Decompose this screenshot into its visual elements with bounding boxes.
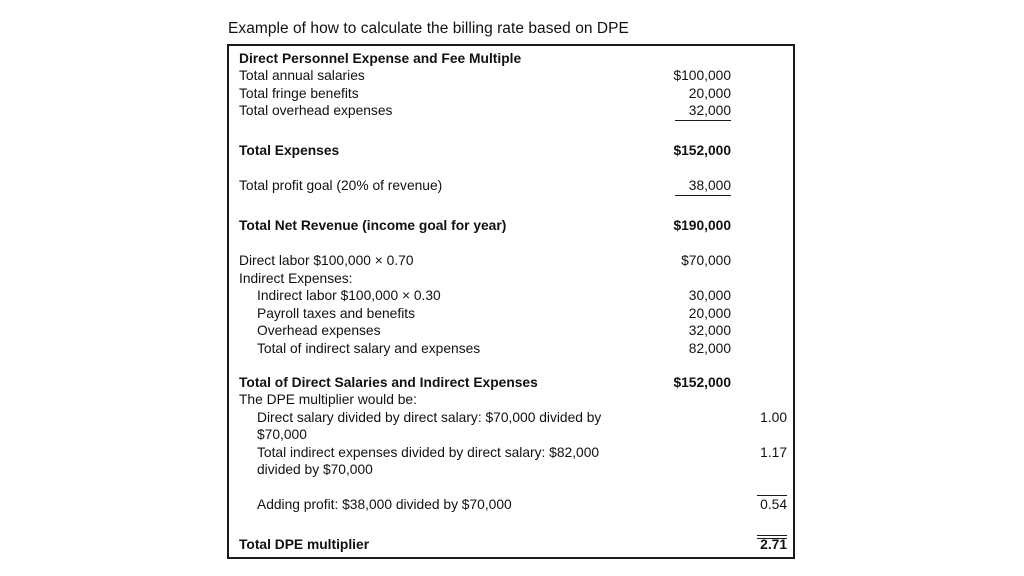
overhead-expenses-amount: 32,000 [688, 323, 731, 338]
total-dpe-overline-top [757, 535, 787, 536]
indirect-labor-label: Indirect labor $100,000 × 0.30 [257, 288, 441, 303]
figure-title: Example of how to calculate the billing rate based on DPE [228, 20, 629, 37]
total-dpe-value: 2.71 [760, 536, 787, 552]
indirect-heading: Indirect Expenses: [239, 270, 353, 286]
direct-labor-label: Direct labor $100,000 × 0.70 [239, 253, 414, 268]
dpe-item-indirect-value: 1.17 [760, 444, 787, 460]
dpe-intro: The DPE multiplier would be: [239, 392, 417, 407]
total-direct-indirect-amount: $152,000 [673, 374, 731, 390]
dpe-item-profit-label: Adding profit: $38,000 divided by $70,000 [257, 496, 512, 512]
indirect-total-amount: 82,000 [688, 340, 731, 356]
payroll-amount: 20,000 [688, 305, 731, 321]
overhead-amount: 32,000 [675, 102, 731, 121]
dpe-calculation-table [227, 44, 795, 559]
dpe-item-profit-value: 0.54 [760, 496, 787, 512]
indirect-labor-amount: 30,000 [688, 288, 731, 303]
net-revenue-label: Total Net Revenue (income goal for year) [239, 218, 507, 233]
net-revenue-amount: $190,000 [673, 218, 731, 233]
total-dpe-overline-bottom [757, 538, 787, 539]
dpe-item-direct-value: 1.00 [760, 409, 787, 425]
profit-goal-amount: 38,000 [675, 177, 731, 196]
overhead-expenses-label: Overhead expenses [257, 323, 381, 338]
total-dpe-label: Total DPE multiplier [239, 536, 370, 552]
payroll-label: Payroll taxes and benefits [257, 305, 415, 321]
salaries-label: Total annual salaries [239, 68, 365, 83]
fringe-amount: 20,000 [688, 85, 731, 101]
fringe-label: Total fringe benefits [239, 85, 359, 101]
direct-labor-amount: $70,000 [681, 253, 731, 268]
total-expenses-label: Total Expenses [239, 143, 340, 158]
salaries-amount: $100,000 [673, 68, 731, 83]
total-direct-indirect-label: Total of Direct Salaries and Indirect Expenses [239, 374, 538, 390]
section-heading: Direct Personnel Expense and Fee Multiple [239, 51, 522, 66]
overhead-label: Total overhead expenses [239, 103, 393, 118]
profit-goal-label: Total profit goal (20% of revenue) [239, 178, 443, 193]
profit-value-overline [757, 495, 787, 496]
dpe-item-indirect-label: Total indirect expenses divided by direct salary: $82,000 divided by $70,000 [257, 444, 600, 477]
total-expenses-amount: $152,000 [673, 143, 731, 158]
indirect-total-label: Total of indirect salary and expenses [257, 340, 481, 356]
dpe-item-direct-label: Direct salary divided by direct salary: $70,000 divided by $70,000 [257, 409, 602, 442]
